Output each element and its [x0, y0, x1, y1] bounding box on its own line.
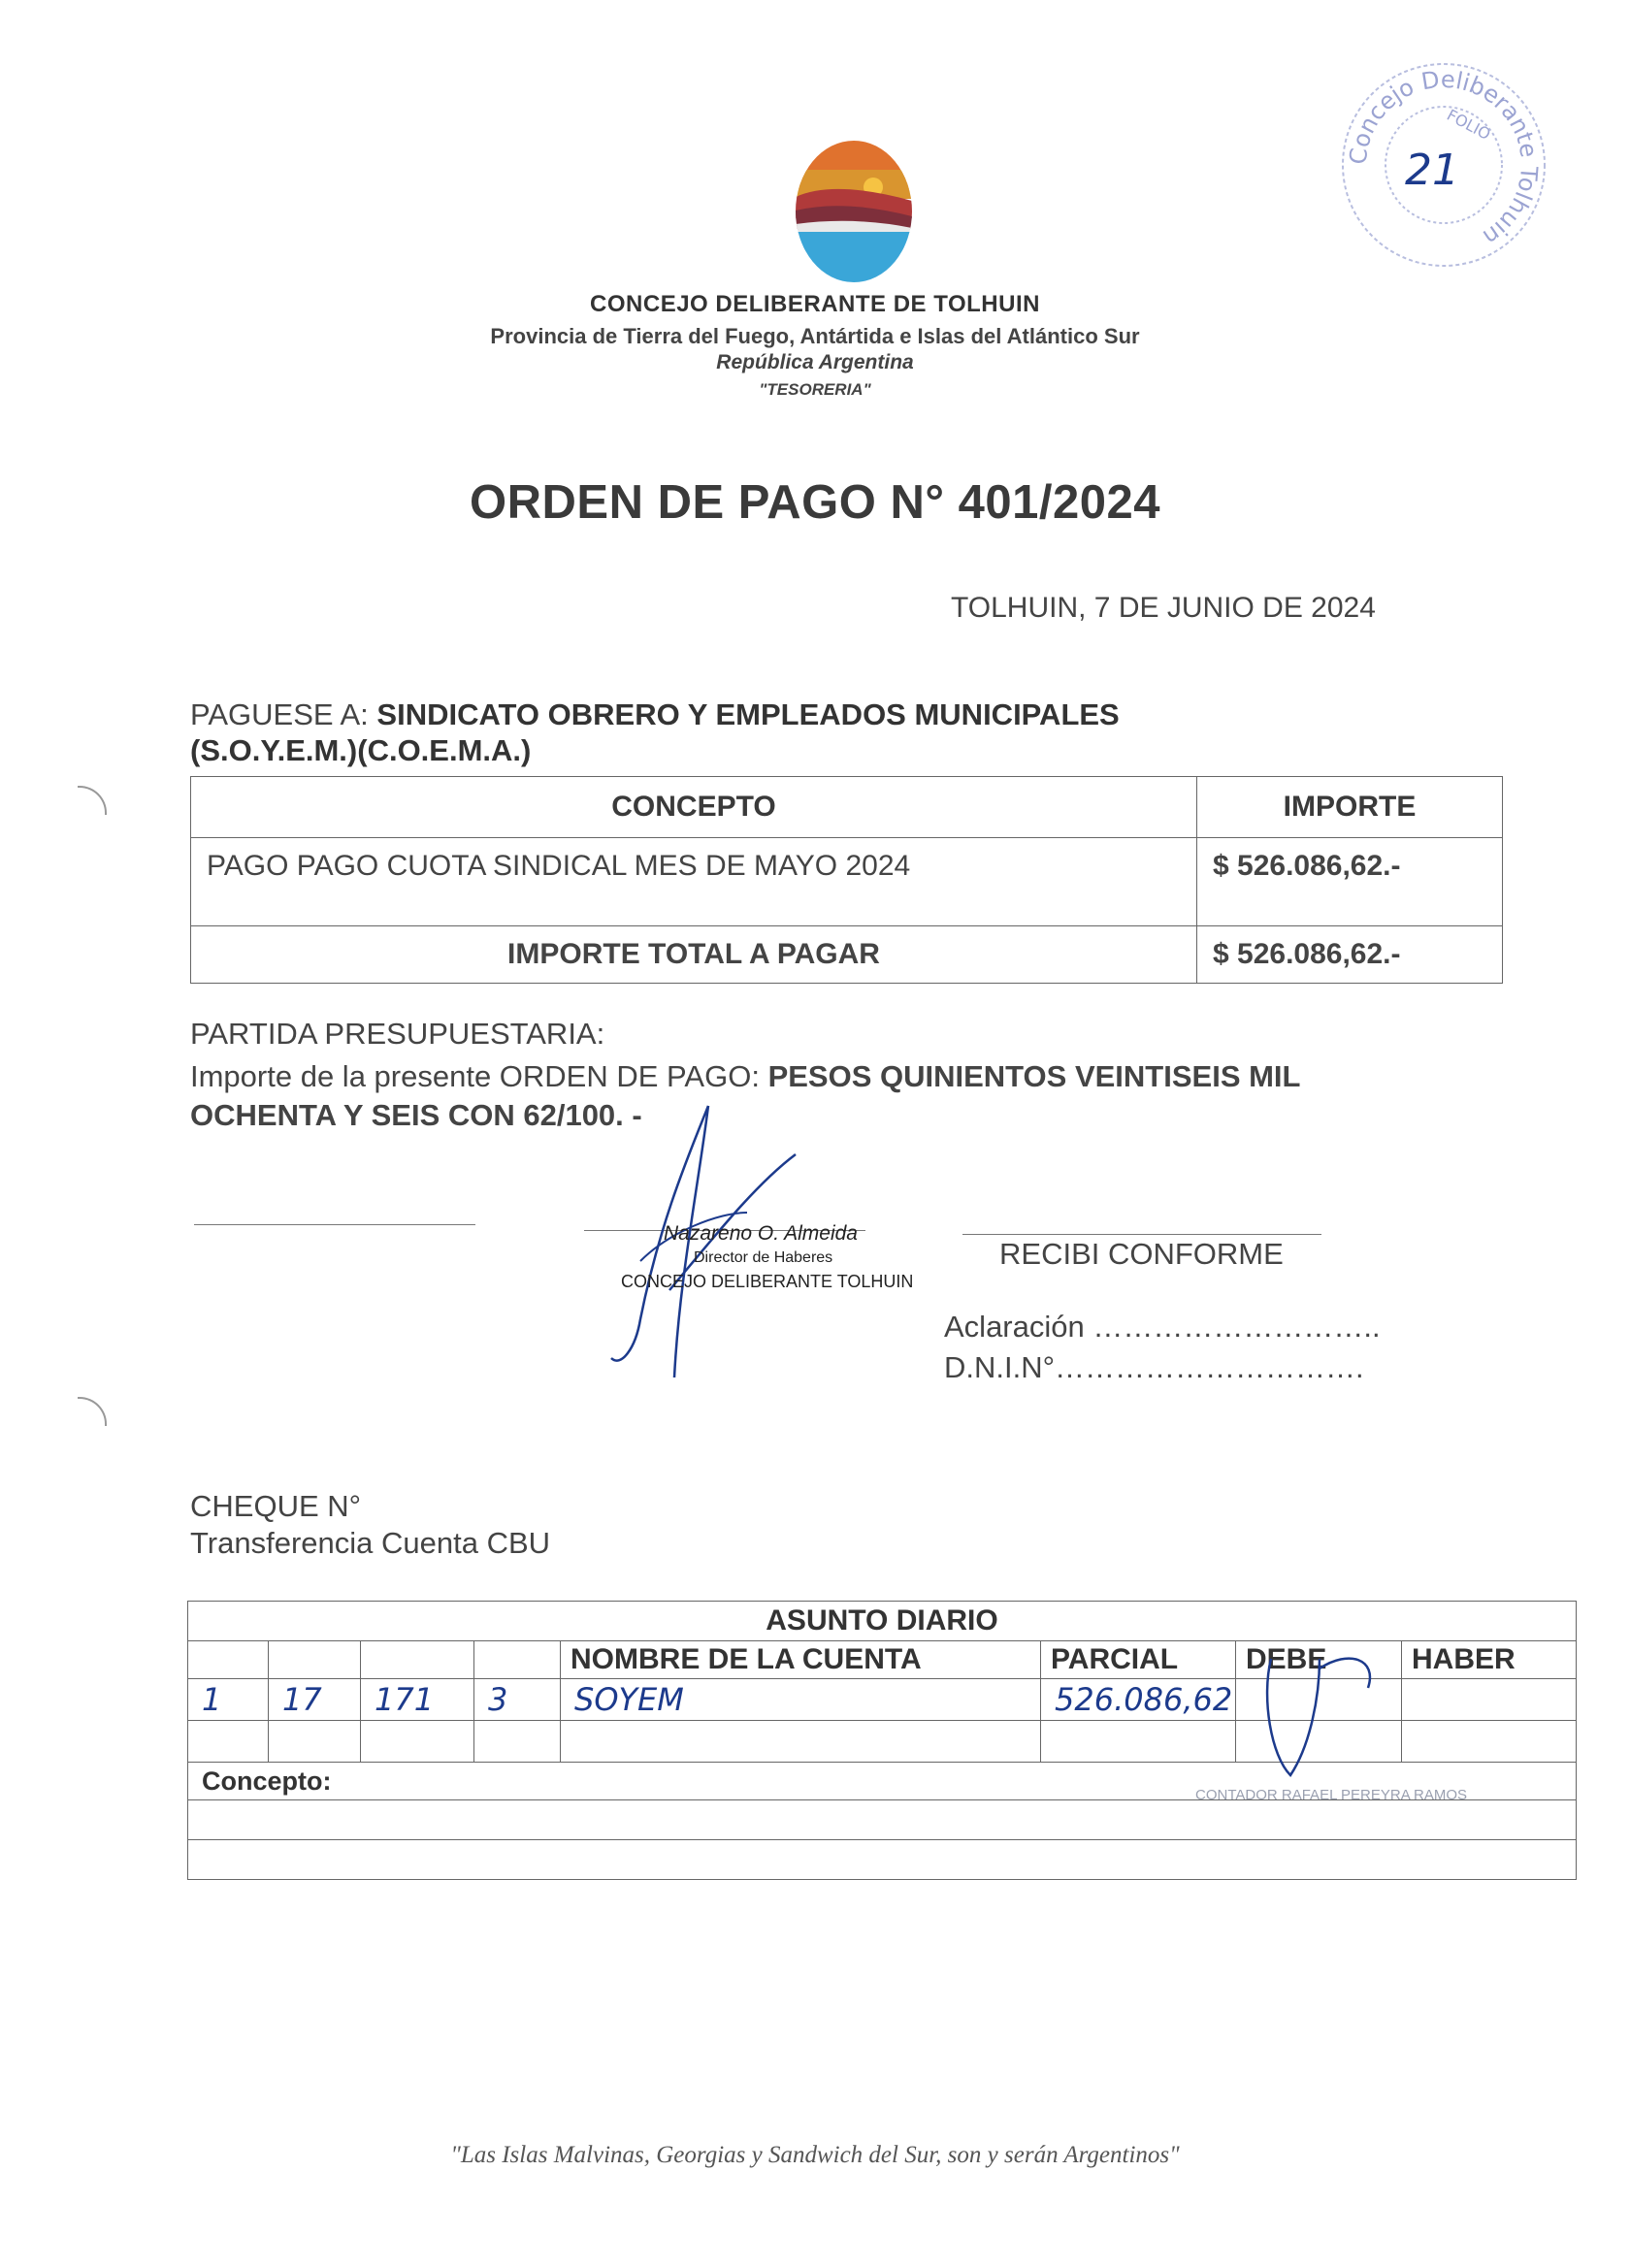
signer-name: Nazareno O. Almeida	[664, 1222, 858, 1245]
total-label: IMPORTE TOTAL A PAGAR	[191, 926, 1197, 984]
hw-code-4: 3	[474, 1679, 561, 1721]
concept-header: CONCEPTO	[191, 777, 1197, 838]
parcial-header: PARCIAL	[1041, 1641, 1236, 1679]
account-name-header: NOMBRE DE LA CUENTA	[561, 1641, 1041, 1679]
payee-name: SINDICATO OBRERO Y EMPLEADOS MUNICIPALES (S.O.Y.E.M.)(C.O.E.M.A.)	[190, 697, 1120, 767]
org-department: "TESORERIA"	[759, 380, 871, 399]
concept-label: Concepto:	[188, 1763, 1577, 1800]
dni-field: D.N.I.N°………………………….	[944, 1350, 1364, 1384]
aclaracion-field: Aclaración ………………………..	[944, 1310, 1381, 1344]
org-name: CONCEJO DELIBERANTE DE TOLHUIN	[590, 291, 1040, 317]
importe-words: PESOS QUINIENTOS VEINTISEIS MIL OCHENTA Y SEIS CON 62/100. -	[190, 1059, 1300, 1132]
signer-title: Director de Haberes	[694, 1249, 833, 1266]
concejo-logo	[796, 141, 912, 282]
transfer-label: Transferencia Cuenta CBU	[190, 1526, 551, 1560]
haber-header: HABER	[1402, 1641, 1577, 1679]
footer-motto: "Las Islas Malvinas, Georgias y Sandwich del Sur, son y serán Argentinos"	[450, 2142, 1180, 2168]
payee-label: PAGUESE A:	[190, 697, 369, 731]
org-country: República Argentina	[716, 351, 914, 373]
stamp-folio-number: 21	[1405, 146, 1459, 195]
punch-hole-mark	[78, 1397, 107, 1426]
hw-code-1: 1	[188, 1679, 269, 1721]
punch-hole-mark	[78, 786, 107, 815]
hw-code-2: 17	[269, 1679, 361, 1721]
recibi-conforme: RECIBI CONFORME	[999, 1237, 1284, 1271]
contador-stamp: CONTADOR RAFAEL PEREYRA RAMOS	[1195, 1787, 1468, 1803]
signer-org: CONCEJO DELIBERANTE TOLHUIN	[621, 1272, 914, 1291]
importe-lead: Importe de la presente ORDEN DE PAGO:	[190, 1059, 760, 1093]
asunto-title: ASUNTO DIARIO	[188, 1602, 1577, 1641]
hw-parcial: 526.086,62	[1041, 1679, 1236, 1721]
signature-line-right	[962, 1234, 1321, 1235]
document-title: ORDEN DE PAGO N° 401/2024	[470, 476, 1160, 529]
importe-text	[190, 1057, 1451, 1135]
folio-stamp	[1337, 58, 1550, 272]
hw-account-name: SOYEM	[561, 1679, 1041, 1721]
amount-header: IMPORTE	[1197, 777, 1503, 838]
amount-cell: $ 526.086,62.-	[1197, 838, 1503, 926]
stamp-folio-label: FOLIO	[1444, 105, 1494, 145]
org-province: Provincia de Tierra del Fuego, Antártida e Islas del Atlántico Sur	[490, 324, 1140, 348]
payee-line	[190, 697, 1257, 768]
concept-cell: PAGO PAGO CUOTA SINDICAL MES DE MAYO 2024	[191, 838, 1197, 926]
debe-header: DEBE	[1236, 1641, 1402, 1679]
total-amount: $ 526.086,62.-	[1197, 926, 1503, 984]
stamp-ring-text: Concejo Deliberante Tolhuin	[1344, 65, 1544, 251]
cheque-label: CHEQUE N°	[190, 1489, 362, 1523]
handwritten-initial-mark	[1252, 1639, 1387, 1795]
hw-code-3: 171	[361, 1679, 474, 1721]
signature-line-left	[194, 1224, 475, 1225]
document-date: TOLHUIN, 7 DE JUNIO DE 2024	[951, 592, 1376, 624]
partida-label: PARTIDA PRESUPUESTARIA:	[190, 1017, 605, 1051]
concept-table	[190, 776, 1503, 984]
